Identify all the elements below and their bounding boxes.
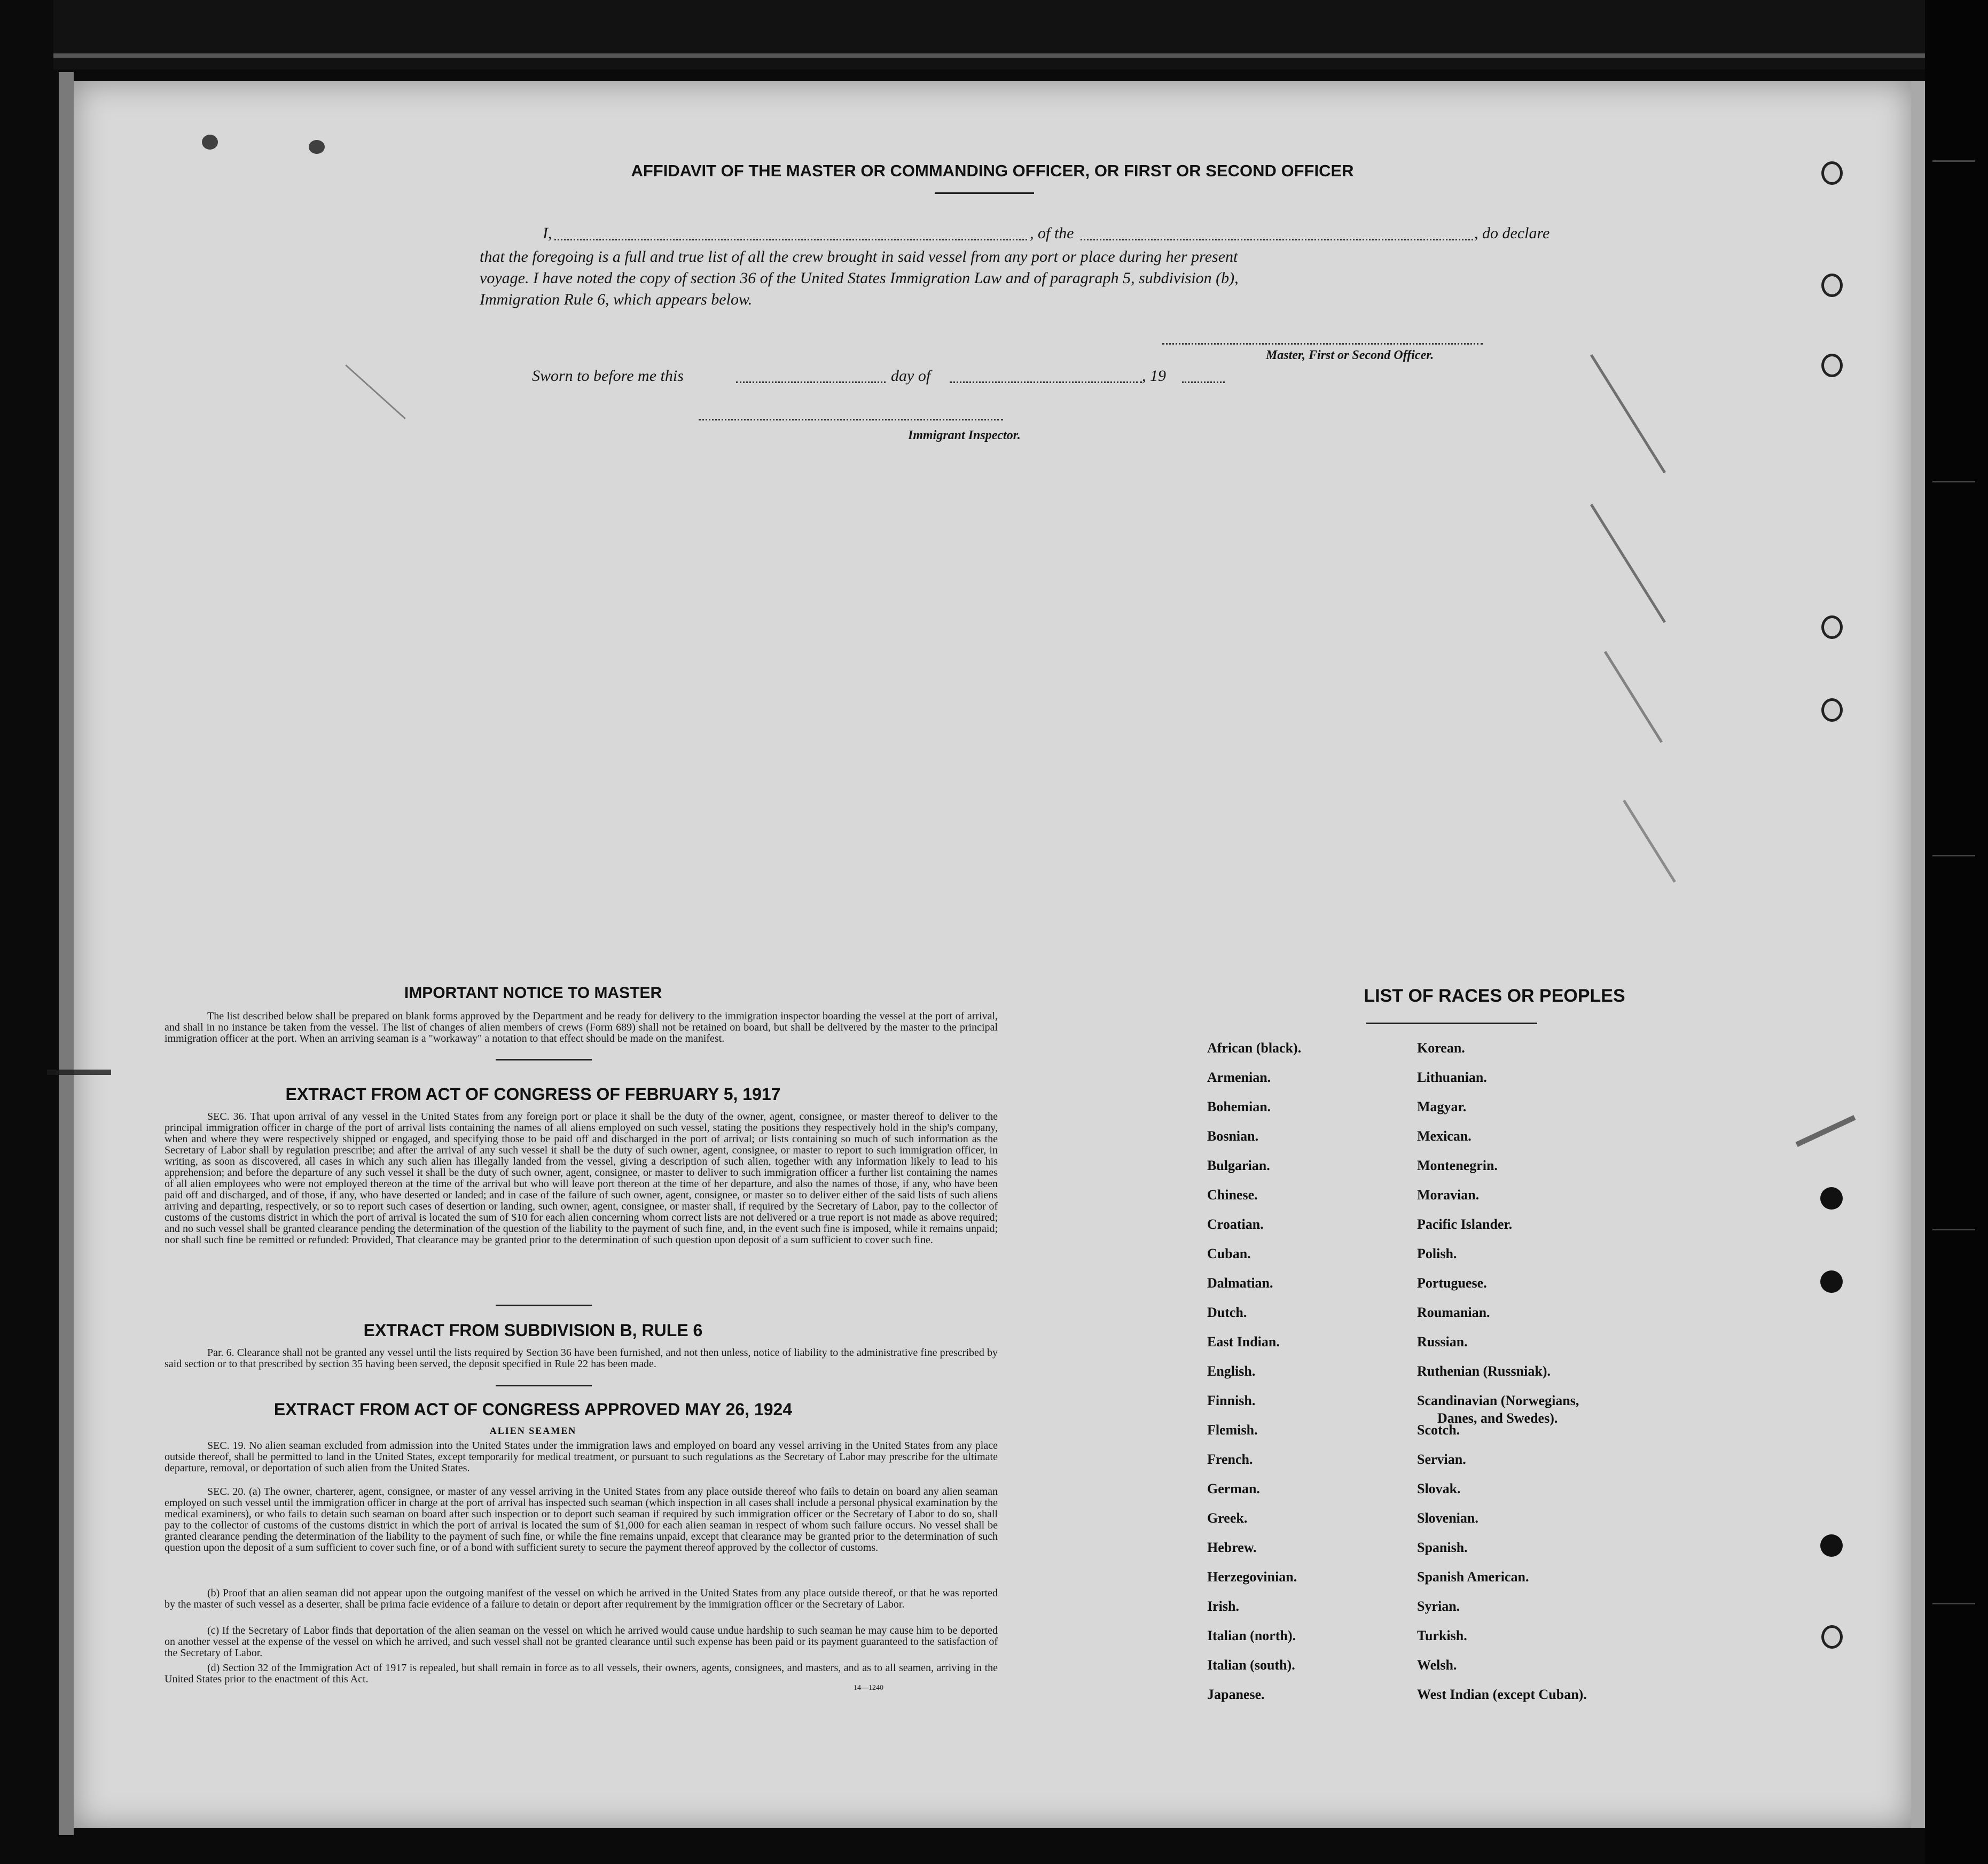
name-blank [554,239,1027,240]
race-item: West Indian (except Cuban). [1417,1687,1587,1702]
race-item: Magyar. [1417,1099,1467,1114]
race-item: Finnish. [1207,1393,1256,1408]
year-blank [1182,381,1225,383]
race-item: Dalmatian. [1207,1275,1273,1291]
race-item: Portuguese. [1417,1275,1487,1291]
day-blank [736,381,886,383]
ghost-mark [1590,354,1666,473]
race-item: Japanese. [1207,1687,1265,1702]
race-item: Montenegrin. [1417,1158,1498,1173]
scan-border-right [1925,0,1988,1864]
notice-text: The list described below shall be prepared on blank forms approved by the Department and be ready for delivery to the immigration inspector boarding the vessel at the port of arrival, and shall in no instance be taken from the vessel. The list of changes of alien members of crews (Form 689) shall not be retained on board, but shall be delivered by the master to the principal immigration officer at the port. When an arriving seaman is a "workaway" a notation to that effect should be made on the manifest. [165,1010,998,1044]
ink-spot [202,135,218,150]
race-item: Ruthenian (Russniak). [1417,1363,1551,1379]
race-item: Hebrew. [1207,1540,1257,1555]
ink-smudge [47,1070,111,1075]
race-item: Spanish. [1417,1540,1468,1555]
sheet-edge-left [59,72,74,1835]
sec20c-text: (c) If the Secretary of Labor finds that deportation of the alien seaman on the vessel on which he arrived would cause undue hardship to such seaman he may cause him to be deported on another vessel at the expense of the vessel on which he arrived, and such vessel shall not be granted clearance until such expense has been paid or its payment guaranteed to the satisfaction of the Secretary of Labor. [165,1625,998,1659]
race-item: Greek. [1207,1510,1248,1526]
punch-hole [1821,354,1843,377]
ink-spot [309,140,325,154]
scan-border-stripe [53,53,1934,58]
punch-hole [1820,1270,1843,1293]
sworn-day-of: day of [891,367,931,385]
title-rule [935,192,1034,194]
signature-blank [1162,343,1483,345]
sec20b-text: (b) Proof that an alien seaman did not appear upon the outgoing manifest of the vessel on which he arrived in the United States from any place outside thereof, or that he was reported by the master of such vessel as a deserter, shall be prima facie evidence of a failure to detain or deport after requirement by the immigration officer or the Secretary of Labor. [165,1587,998,1610]
sworn-label: Sworn to before me this [532,367,684,385]
race-item: Herzegovinian. [1207,1569,1297,1585]
race-item: Roumanian. [1417,1305,1490,1320]
race-item: African (black). [1207,1040,1302,1056]
race-item: Scandinavian (Norwegians, [1417,1393,1579,1408]
notice-title: IMPORTANT NOTICE TO MASTER [404,984,662,1002]
race-item: Bulgarian. [1207,1158,1270,1173]
race-item: Slovak. [1417,1481,1461,1496]
form-number: 14—1240 [854,1684,883,1692]
race-item: Korean. [1417,1040,1465,1056]
ink-smudge [1796,1115,1856,1147]
sec20a-text: SEC. 20. (a) The owner, charterer, agent, consignee, or master of any vessel arriving in the United States from any place outside thereof who fails to detain on board any alien seaman employed on such vessel until the immigration officer in charge at the port of arrival has inspected such seaman (which inspection in all cases shall include a personal physical examination by the medical examiners), or who fails to detain such seaman on board after such inspection or to deport such seaman if required by such immigration officer or the Secretary of Labor to do so, shall pay to the collector of customs of the customs district in which the port of arrival is located the sum of $1,000 for each alien seaman in respect of whom such failure occurs. No vessel shall be granted clearance pending the determination of the liability to the payment of such fine, or while the fine remains unpaid, except that clearance may be granted prior to the determination of such question upon the deposit of a sum sufficient to cover such fine, or of a bond with sufficient surety to secure the payment thereof approved by the collector of customs. [165,1486,998,1554]
sworn-year: , 19 [1142,367,1166,385]
section-rule [496,1385,592,1386]
race-item: French. [1207,1452,1253,1467]
month-blank [950,381,1142,383]
race-item: Pacific Islander. [1417,1216,1513,1232]
ghost-mark [1623,800,1676,883]
rule6-text: Par. 6. Clearance shall not be granted any vessel until the lists required by Section 36 have been furnished, and not then unless, notice of liability to the administrative fine prescribed by said section or to that prescribed by section 35 having been served, the deposit specified in Rule 22 has been made. [165,1347,998,1370]
race-item: Irish. [1207,1598,1239,1614]
extract-1917-title: EXTRACT FROM ACT OF CONGRESS OF FEBRUARY 5, 1917 [285,1085,781,1104]
alien-seamen-heading: ALIEN SEAMEN [489,1425,577,1436]
punch-hole [1821,698,1843,722]
race-item: Italian (south). [1207,1657,1295,1673]
ghost-mark [1604,651,1663,743]
race-item-cont: Danes, and Swedes). [1437,1410,1558,1426]
race-item: German. [1207,1481,1260,1496]
scan-border-tick [1932,160,1975,162]
punch-hole [1820,1534,1843,1557]
race-item: Russian. [1417,1334,1468,1350]
race-item: Welsh. [1417,1657,1457,1673]
extract-1924-title: EXTRACT FROM ACT OF CONGRESS APPROVED MAY 26, 1924 [273,1400,793,1419]
race-item: Servian. [1417,1452,1466,1467]
master-signature-label: Master, First or Second Officer. [1266,348,1434,362]
affidavit-line3: voyage. I have noted the copy of section 36 of the United States Immigration Law and of paragraph 5, subdivision (b), [480,269,1239,287]
race-item: English. [1207,1363,1256,1379]
affidavit-of-the: , of the [1030,224,1074,242]
sec20d-text: (d) Section 32 of the Immigration Act of 1917 is repealed, but shall remain in force as to all vessels, their owners, agents, consignees, and masters, and as to all seamen, arriving in the United States prior to the enactment of this Act. [165,1662,998,1685]
race-item: Scotch. [1417,1422,1460,1438]
race-item: East Indian. [1207,1334,1280,1350]
punch-hole [1821,615,1843,639]
race-item: Cuban. [1207,1246,1251,1261]
race-item: Dutch. [1207,1305,1247,1320]
affidavit-i: I, [543,224,552,242]
scan-border-tick [1932,855,1975,856]
affidavit-line4: Immigration Rule 6, which appears below. [480,291,753,308]
punch-hole [1821,274,1843,297]
ghost-mark [1590,504,1666,623]
immigrant-inspector-label: Immigrant Inspector. [908,428,1021,442]
punch-hole [1821,1625,1843,1649]
affidavit-declare: , do declare [1474,224,1550,242]
races-rule [1366,1023,1537,1024]
inspector-blank [699,419,1003,420]
rule6-title: EXTRACT FROM SUBDIVISION B, RULE 6 [363,1321,703,1340]
race-item: Armenian. [1207,1070,1271,1085]
punch-hole [1821,161,1843,185]
race-item: Polish. [1417,1246,1457,1261]
section-rule [496,1305,592,1306]
sec19-text: SEC. 19. No alien seaman excluded from admission into the United States under the immigration laws and employed on board any vessel arriving in the United States from any place outside thereof, shall be permitted to land in the United States, except temporarily for medical treatment, or pursuant to such regulations as the Secretary of Labor may prescribe for the ultimate departure, removal, or deportation of such alien from the United States. [165,1440,998,1474]
race-item: Mexican. [1417,1128,1472,1144]
race-item: Italian (north). [1207,1628,1296,1643]
document-page [74,81,1911,1828]
race-item: Spanish American. [1417,1569,1529,1585]
race-item: Bosnian. [1207,1128,1259,1144]
vessel-blank [1081,239,1473,240]
affidavit-line2: that the foregoing is a full and true list of all the crew brought in said vessel from any port or place during her present [480,248,1238,266]
race-item: Flemish. [1207,1422,1258,1438]
race-item: Slovenian. [1417,1510,1478,1526]
race-item: Bohemian. [1207,1099,1271,1114]
race-item: Turkish. [1417,1628,1467,1643]
race-item: Lithuanian. [1417,1070,1487,1085]
scan-border-tick [1932,1603,1975,1604]
ghost-mark [345,364,405,419]
scan-border-tick [1932,1229,1975,1230]
races-title: LIST OF RACES OR PEOPLES [1364,986,1625,1006]
race-item: Syrian. [1417,1598,1460,1614]
race-item: Croatian. [1207,1216,1264,1232]
affidavit-title: AFFIDAVIT OF THE MASTER OR COMMANDING OFFICER, OR FIRST OR SECOND OFFICER [631,161,1354,180]
extract-1917-text: SEC. 36. That upon arrival of any vessel in the United States from any foreign port or place it shall be the duty of the owner, agent, consignee, or master thereof to deliver to the principal immigration officer in charge of the port of arrival lists containing the names of all aliens employed on such vessel, stating the positions they respectively hold in the ship's company, when and where they were respectively shipped or engaged, and specifying those to be paid off and discharged in the port of arrival; or lists containing so much of such information as the Secretary of Labor shall by regulation prescribe; and after the arrival of any such vessel it shall be the duty of such owner, agent, consignee, or master to report to such immigration officer, in writing, as soon as discovered, all cases in which any such alien has illegally landed from the vessel, giving a description of such alien, together with any information likely to lead to his apprehension; and before the departure of any such vessel it shall be the duty of such owner, agent, consignee, or master to deliver to such immigration officer a further list containing the names of all alien employees who were not employed thereon at the time of the arrival but who will leave port thereon at the time of her departure, and also the names of those, if any, who have been paid off and discharged, and of those, if any, who have deserted or landed; and in case of the failure of such owner, agent, consignee, or master so to deliver either of the said lists of such aliens arriving and departing, respectively, or so to report such cases of desertion or landing, such owner, agent, consignee, or master shall, if required by the Secretary of Labor, pay to the collector of customs of the customs district in which the port of arrival is located the sum of $10 for each alien concerning whom correct lists are not delivered or a true report is not made as above required; and no such vessel shall be granted clearance pending the determination of the question of the liability to the payment of such fine, and, in the event such fine is imposed, while it remains unpaid; nor shall such fine be remitted or refunded: Provided, That clearance may be granted prior to the determination of such question upon deposit of a sum sufficient to cover such fine. [165,1111,998,1246]
race-item: Chinese. [1207,1187,1258,1203]
race-item: Moravian. [1417,1187,1480,1203]
sheet-edge-right [1911,81,1925,1828]
punch-hole [1820,1187,1843,1210]
section-rule [496,1059,592,1060]
scan-border-tick [1932,481,1975,482]
scan-border-top [53,0,1934,69]
